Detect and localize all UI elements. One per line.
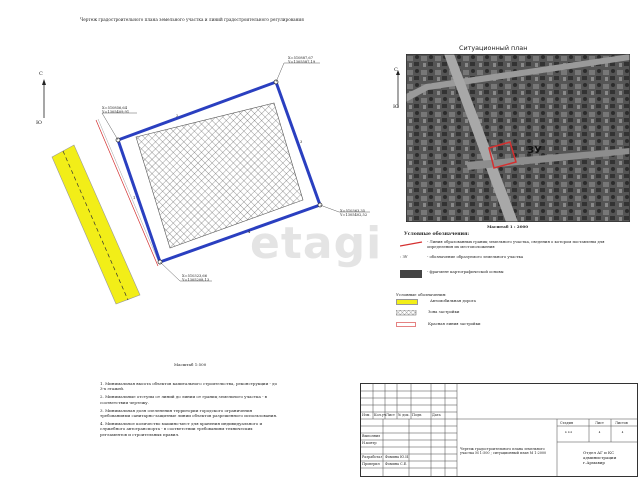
edge-label: 2 [176, 114, 179, 118]
compass-west-label: Ю [36, 120, 42, 126]
coord-left [102, 106, 129, 115]
stamp-name: Фомина Ю.И. [385, 455, 410, 459]
situation-compass-arrow [395, 70, 405, 110]
stamp-col-date: Дата [432, 413, 441, 417]
situation-map-graphic [406, 54, 630, 222]
compass-north-label: С [39, 71, 43, 77]
legend2-zone-swatch [396, 310, 417, 316]
legend2-label: Зона застройки [428, 309, 460, 314]
stamp-sheet-header: Лист [595, 421, 604, 425]
page-title: Чертеж градостроительного плана земельного участка и линий градостроительного регулирования [80, 17, 304, 22]
legend1-item [400, 270, 632, 278]
legend1-map-swatch [400, 270, 422, 278]
compass [42, 79, 46, 118]
situation-compass-north: С [394, 67, 398, 73]
legend2-label: Автомобильная дорога [430, 298, 476, 303]
stamp-col-izm: Изм. [362, 413, 371, 417]
legend1-label: - фрагмент картографической основы [427, 269, 504, 274]
legend2-item [396, 310, 459, 316]
situation-scale: Масштаб 1 : 2000 [487, 224, 529, 229]
main-scale: Масштаб 1:500 [174, 362, 207, 367]
stamp-role: Проверил [362, 462, 380, 466]
edge-label: 4 [248, 230, 251, 234]
stamp-role: Выполнил [362, 434, 381, 438]
legend1-label: - обозначение образуемого земельного участка [427, 254, 524, 259]
stamp-sheets-value: 1 [621, 431, 624, 435]
legend2-road-swatch [396, 299, 418, 305]
coord-top-y: Y=1305587,19 [288, 60, 316, 65]
legend1-zu-code: : ЗУ [400, 254, 408, 259]
legend1-title: Условные обозначения: [404, 232, 470, 237]
watermark: etagi [250, 218, 383, 269]
note-item: 2. Минимальные отступы от линий до линии от границ земельного участка - в соответствии чертежу. [100, 394, 267, 405]
edge-label: 3 [300, 140, 303, 144]
coord-bottom-y: Y=1305208,13 [182, 278, 210, 283]
legend2-item [396, 322, 480, 328]
stamp-sheet-value: 1 [598, 431, 601, 435]
situation-compass-west: Ю [393, 104, 399, 110]
coord-right-y: Y=1305402,52 [340, 213, 368, 218]
stamp-col-doc: № док. [398, 413, 410, 417]
coord-right-x: Х=510363,35 [340, 209, 366, 213]
situation-zu-label: ЗУ [527, 145, 542, 156]
legend2-item [396, 299, 476, 305]
legend1-label: - Линия образованных границ земельного участка, сведения о котором поставлены для определения их местоположения [427, 239, 605, 249]
stamp-stage-header: Стадия [560, 421, 573, 425]
coord-right [340, 209, 367, 218]
legend2-title: Условные обозначения: [396, 292, 447, 297]
situation-title: Ситуационный план [459, 44, 528, 52]
stamp-stage-value: ГП [565, 431, 573, 435]
stamp-col-list: Лист [386, 413, 395, 417]
title-block [360, 383, 638, 477]
note-item: 4. Минимальное количество машино-мест для хранения индивидуального и служебного автотранспорта - в соответствии требованиям технических регламентов и строительных правил. [100, 421, 263, 437]
stamp-description: Чертеж градостроительного плана земельного участка М 1:500 ; ситуационный план М 1:2000 [460, 447, 547, 455]
coord-top [288, 56, 315, 65]
notes [100, 381, 278, 440]
stamp-role: Н.контр [362, 441, 377, 445]
note-item: 1. Минимальная высота объектов капитального строительства, реконструкции - до 3-х этажей. [100, 381, 278, 392]
legend1-red-line-swatch [400, 240, 424, 248]
stamp-col-kol: Кол.уч [374, 413, 387, 417]
legend2-red-line-swatch [396, 322, 417, 328]
note-item: 3. Минимальная доля озеленения территории городского ограничения требованиями санитарно-защитные линии объектов разрешенного использования. [100, 407, 278, 419]
edge-label: 1 [133, 196, 136, 200]
coord-bottom-x: Х=510323,66 [182, 274, 208, 278]
legend1-item [400, 240, 632, 249]
stamp-sheets-header: Листов [615, 421, 628, 425]
stamp-col-sign: Подп. [412, 413, 423, 417]
coord-bottom [182, 274, 209, 283]
situation-map [406, 54, 630, 222]
stamp-role: Разработал [362, 455, 383, 459]
legend2-label: Красная линия застройки [428, 321, 481, 326]
coord-left-x: Х=510856,64 [102, 106, 128, 110]
coord-top-x: Х=510887,67 [288, 56, 314, 60]
legend1-item [400, 255, 632, 260]
stamp-organization: Отдел АГ и КС администрации г.Армавир [583, 450, 617, 465]
coord-left-y: Y=1305409,91 [102, 110, 130, 115]
stamp-name: Фомина С.Е. [385, 462, 408, 466]
